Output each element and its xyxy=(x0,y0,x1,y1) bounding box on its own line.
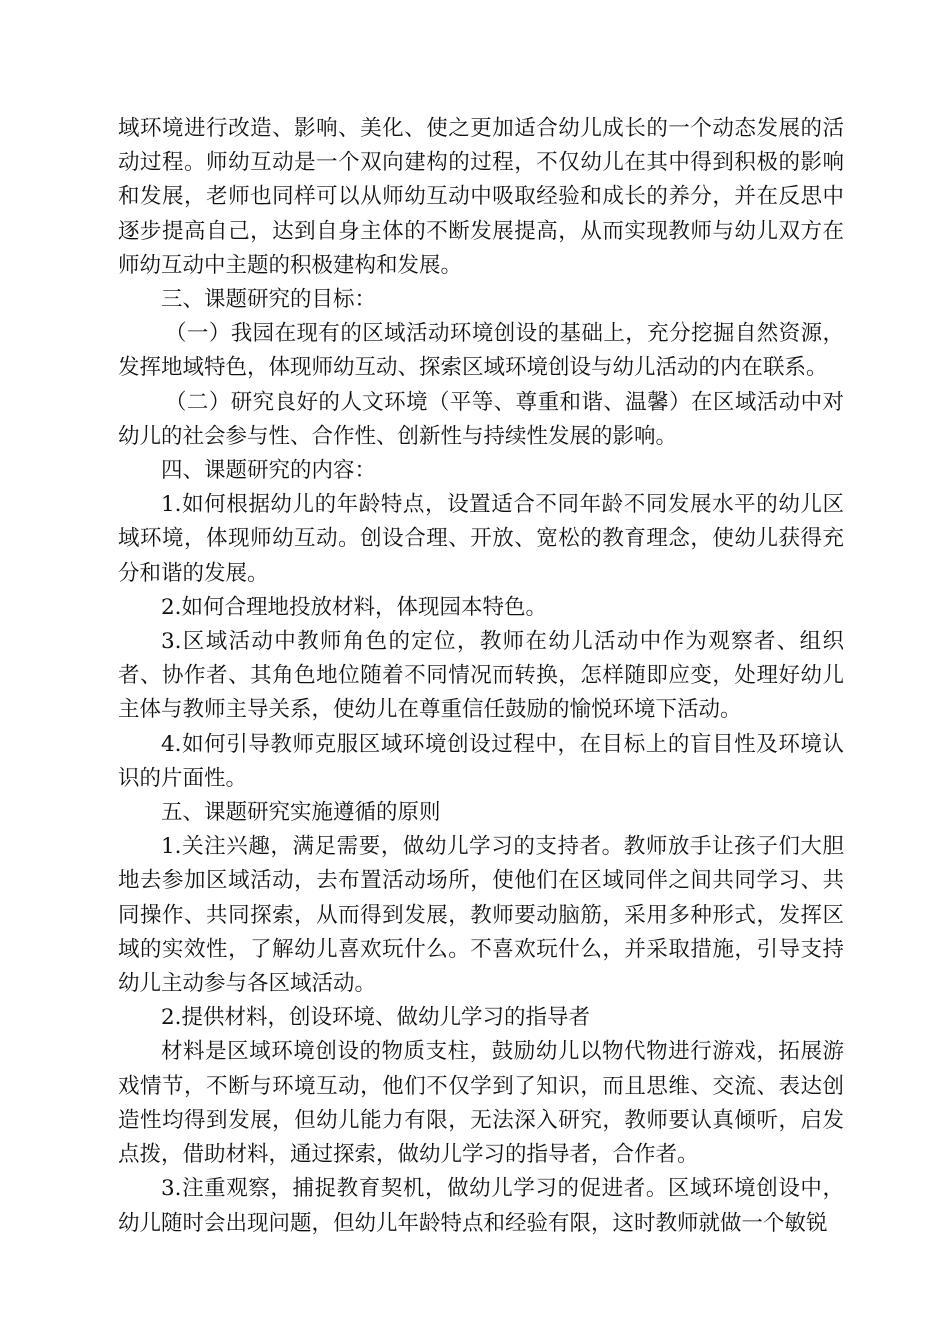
paragraph-content-4: 4.如何引导教师克服区域环境创设过程中，在目标上的盲目性及环境认识的片面性。 xyxy=(118,731,844,791)
paragraph-principle-1: 1.关注兴趣，满足需要，做幼儿学习的支持者。教师放手让孩子们大胆地去参加区域活动，去布置活动场所，使他们在区域同伴之间共同学习、共同操作、共同探索，从而得到发展，教师要动脑筋，采用多种形式，发挥区域的实效性，了解幼儿喜欢玩什么。不喜欢玩什么，并采取措施，引导支持幼儿主动参与各区域活动。 xyxy=(118,834,844,997)
section-heading-goals: 三、课题研究的目标： xyxy=(161,287,377,313)
paragraph-content-3: 3.区域活动中教师角色的定位，教师在幼儿活动中作为观察者、组织者、协作者、其角色地位随着不同情况而转换，怎样随即应变，处理好幼儿主体与教师主导关系，使幼儿在尊重信任鼓励的愉悦环境下活动。 xyxy=(118,629,844,723)
paragraph-intro-continued: 域环境进行改造、影响、美化、使之更加适合幼儿成长的一个动态发展的活动过程。师幼互动是一个双向建构的过程，不仅幼儿在其中得到积极的影响和发展，老师也同样可以从师幼互动中吸取经验和成长的养分，并在反思中逐步提高自己，达到自身主体的不断发展提高，从而实现教师与幼儿双方在师幼互动中主题的积极建构和发展。 xyxy=(118,116,844,278)
paragraph-principle-3: 3.注重观察，捕捉教育契机，做幼儿学习的促进者。区域环境创设中，幼儿随时会出现问题，但幼儿年龄特点和经验有限，这时教师就做一个敏锐 xyxy=(118,1176,844,1236)
paragraph-principle-2-detail: 材料是区域环境创设的物质支柱，鼓励幼儿以物代物进行游戏，拓展游戏情节，不断与环境互动，他们不仅学到了知识，而且思维、交流、表达创造性均得到发展，但幼儿能力有限，无法深入研究，教师要认真倾听，启发点拨，借助材料，通过探索，做幼儿学习的指导者，合作者。 xyxy=(118,1039,844,1168)
document-body xyxy=(118,112,844,1241)
paragraph-principle-2: 2.提供材料，创设环境、做幼儿学习的指导者 xyxy=(161,1005,591,1031)
paragraph-goal-1: （一）我园在现有的区域活动环境创设的基础上，充分挖掘自然资源，发挥地域特色，体现师幼互动、探索区域环境创设与幼儿活动的内在联系。 xyxy=(118,321,844,381)
section-heading-principles: 五、课题研究实施遵循的原则 xyxy=(161,800,441,826)
paragraph-content-1: 1.如何根据幼儿的年龄特点，设置适合不同年龄不同发展水平的幼儿区域环境，体现师幼互动。创设合理、开放、宽松的教育理念，使幼儿获得充分和谐的发展。 xyxy=(118,492,844,586)
section-heading-contents: 四、课题研究的内容： xyxy=(161,458,377,484)
paragraph-content-2: 2.如何合理地投放材料，体现园本特色。 xyxy=(161,594,548,620)
paragraph-goal-2: （二）研究良好的人文环境（平等、尊重和谐、温馨）在区域活动中对幼儿的社会参与性、合作性、创新性与持续性发展的影响。 xyxy=(118,389,844,449)
